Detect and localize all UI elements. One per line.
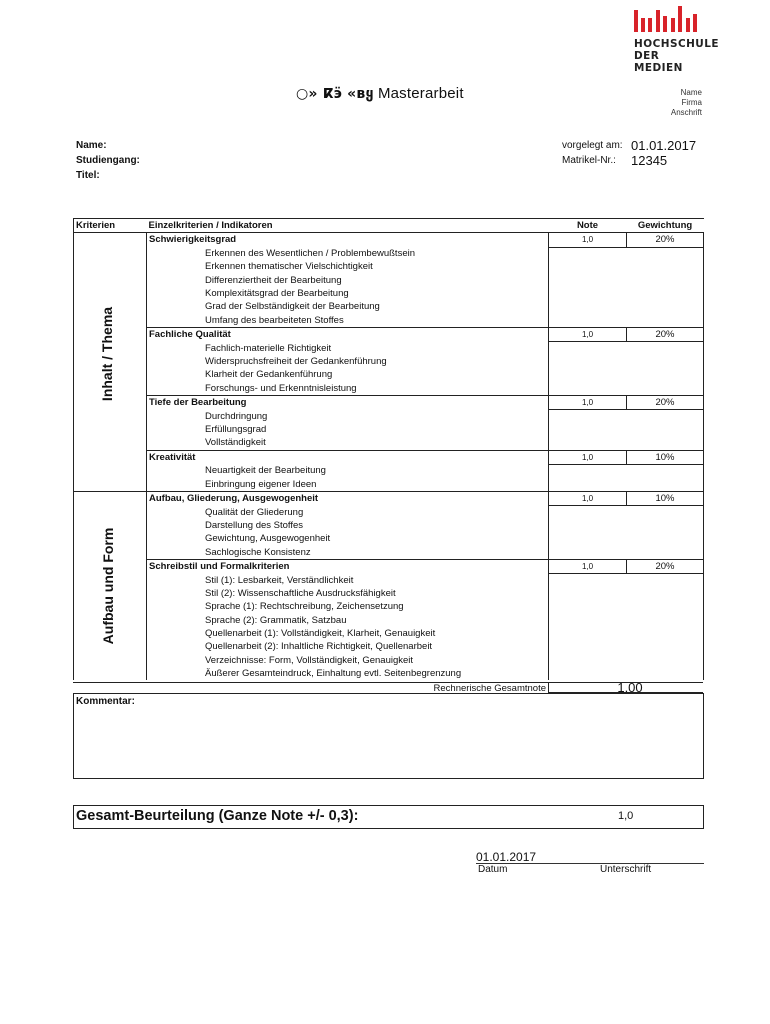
header-criteria: Kriterien	[74, 219, 147, 233]
overall-label: Gesamt-Beurteilung (Ganze Note +/- 0,3):	[76, 808, 359, 824]
logo-line2: DER MEDIEN	[634, 49, 683, 74]
grade-cell	[549, 587, 627, 600]
weight-cell	[627, 600, 704, 613]
address-line: Anschrift	[670, 108, 702, 117]
grade-cell	[549, 574, 627, 587]
title-label: Titel:	[76, 170, 100, 181]
signature-line	[476, 863, 704, 864]
weight-cell	[627, 546, 704, 560]
grade-cell	[549, 300, 627, 313]
comment-box[interactable]	[73, 693, 704, 779]
grade-cell	[549, 627, 627, 640]
grade-cell	[549, 314, 627, 328]
matriculation-number: 12345	[631, 153, 668, 168]
weight-cell	[627, 274, 704, 287]
criterion-name: Kreativität	[147, 450, 549, 464]
indicator-item: Erkennen des Wesentlichen / Problembewußtsein	[147, 247, 549, 260]
indicator-row	[74, 574, 704, 587]
grade-cell	[549, 287, 627, 300]
indicator-item: Quellenarbeit (1): Vollständigkeit, Klarheit, Genauigkeit	[147, 627, 549, 640]
criterion-grade[interactable]: 1,0	[549, 559, 627, 573]
grade-cell	[549, 423, 627, 436]
weight-cell	[627, 627, 704, 640]
indicator-row	[74, 287, 704, 300]
criteria-cell	[74, 436, 147, 450]
indicator-row	[74, 423, 704, 436]
criterion-weight: 20%	[627, 559, 704, 573]
indicator-item: Stil (2): Wissenschaftliche Ausdrucksfähigkeit	[147, 587, 549, 600]
criteria-cell	[74, 464, 147, 477]
weight-cell	[627, 368, 704, 381]
indicator-row	[74, 600, 704, 613]
weight-cell	[627, 519, 704, 532]
weight-cell	[627, 587, 704, 600]
criteria-cell	[74, 247, 147, 260]
heading-garbled-text: ○» ⴽӭ «ʙყ	[296, 86, 374, 102]
indicator-row	[74, 587, 704, 600]
weight-cell	[627, 436, 704, 450]
logo-line1: HOCHSCHULE	[634, 37, 720, 50]
grade-cell	[549, 382, 627, 396]
indicator-item: Differenziertheit der Bearbeitung	[147, 274, 549, 287]
criteria-cell	[74, 491, 147, 505]
weight-cell	[627, 342, 704, 355]
header-grade: Note	[549, 219, 627, 233]
indicator-item: Quellenarbeit (2): Inhaltliche Richtigkeit, Quellenarbeit	[147, 640, 549, 653]
address-block	[671, 88, 702, 118]
grade-cell	[549, 600, 627, 613]
indicator-item: Umfang des bearbeiteten Stoffes	[147, 314, 549, 328]
indicator-row	[74, 519, 704, 532]
indicator-item: Erfüllungsgrad	[147, 423, 549, 436]
grade-cell	[549, 614, 627, 627]
indicator-row	[74, 314, 704, 328]
criterion-grade[interactable]: 1,0	[549, 491, 627, 505]
comment-label: Kommentar:	[76, 696, 135, 707]
grade-cell	[549, 342, 627, 355]
indicator-item: Vollständigkeit	[147, 436, 549, 450]
weight-cell	[627, 410, 704, 423]
grade-cell	[549, 436, 627, 450]
indicator-row	[74, 627, 704, 640]
indicator-row	[74, 382, 704, 396]
group-label-form: Aufbau und Form	[100, 527, 116, 645]
criteria-cell	[74, 654, 147, 667]
weight-cell	[627, 640, 704, 653]
weight-cell	[627, 300, 704, 313]
grade-cell	[549, 667, 627, 680]
overall-value: 1,0	[618, 810, 634, 822]
indicator-row	[74, 506, 704, 519]
weight-cell	[627, 506, 704, 519]
total-label: Rechnerische Gesamtnote	[433, 683, 546, 694]
indicator-item: Widerspruchsfreiheit der Gedankenführung	[147, 355, 549, 368]
criterion-name: Fachliche Qualität	[147, 327, 549, 341]
criterion-grade[interactable]: 1,0	[549, 233, 627, 247]
grade-cell	[549, 506, 627, 519]
criteria-cell	[74, 260, 147, 273]
signature-date: 01.01.2017	[476, 850, 537, 864]
date-label: Datum	[478, 864, 508, 875]
criteria-cell	[74, 667, 147, 680]
weight-cell	[627, 667, 704, 680]
criterion-name: Tiefe der Bearbeitung	[147, 395, 549, 409]
signature-label: Unterschrift	[600, 864, 652, 875]
weight-cell	[627, 654, 704, 667]
indicator-item: Durchdringung	[147, 410, 549, 423]
indicator-row	[74, 532, 704, 545]
grade-cell	[549, 478, 627, 492]
criterion-row	[74, 491, 704, 505]
indicator-row	[74, 614, 704, 627]
indicator-item: Einbringung eigener Ideen	[147, 478, 549, 492]
grade-cell	[549, 464, 627, 477]
criteria-cell	[74, 410, 147, 423]
indicator-row	[74, 667, 704, 680]
criterion-weight: 10%	[627, 450, 704, 464]
group-label-content: Inhalt / Thema	[99, 306, 115, 402]
indicator-item: Äußerer Gesamteindruck, Einhaltung evtl. Seitenbegrenzung	[147, 667, 549, 680]
grade-cell	[549, 546, 627, 560]
name-label: Name:	[76, 140, 107, 151]
indicator-row	[74, 274, 704, 287]
submitted-label: vorgelegt am:	[562, 140, 623, 151]
indicator-item: Sachlogische Konsistenz	[147, 546, 549, 560]
criterion-row	[74, 395, 704, 409]
grade-cell	[549, 274, 627, 287]
grade-cell	[549, 247, 627, 260]
grade-cell	[549, 654, 627, 667]
criterion-row	[74, 233, 704, 247]
weight-cell	[627, 532, 704, 545]
indicator-item: Erkennen thematischer Vielschichtigkeit	[147, 260, 549, 273]
grade-cell	[549, 368, 627, 381]
indicator-row	[74, 654, 704, 667]
indicator-row	[74, 247, 704, 260]
grading-table	[73, 218, 704, 680]
indicator-row	[74, 436, 704, 450]
indicator-item: Grad der Selbständigkeit der Bearbeitung	[147, 300, 549, 313]
matriculation-label: Matrikel-Nr.:	[562, 155, 616, 166]
criterion-name: Schwierigkeitsgrad	[147, 233, 549, 247]
weight-cell	[627, 478, 704, 492]
indicator-item: Gewichtung, Ausgewogenheit	[147, 532, 549, 545]
grade-cell	[549, 640, 627, 653]
grade-cell	[549, 410, 627, 423]
criterion-row	[74, 327, 704, 341]
criterion-name: Schreibstil und Formalkriterien	[147, 559, 549, 573]
total-value: 1,00	[617, 680, 643, 695]
criterion-row	[74, 559, 704, 573]
criterion-grade[interactable]: 1,0	[549, 327, 627, 341]
indicator-row	[74, 260, 704, 273]
grade-cell	[549, 355, 627, 368]
criterion-weight: 10%	[627, 491, 704, 505]
criteria-cell	[74, 274, 147, 287]
address-line: Firma	[681, 98, 702, 107]
indicator-item: Fachlich-materielle Richtigkeit	[147, 342, 549, 355]
indicator-item: Sprache (1): Rechtschreibung, Zeichensetzung	[147, 600, 549, 613]
indicator-item: Klarheit der Gedankenführung	[147, 368, 549, 381]
indicator-item: Forschungs- und Erkenntnisleistung	[147, 382, 549, 396]
indicator-row	[74, 410, 704, 423]
weight-cell	[627, 355, 704, 368]
indicator-item: Qualität der Gliederung	[147, 506, 549, 519]
weight-cell	[627, 382, 704, 396]
criteria-cell	[74, 233, 147, 247]
criteria-cell	[74, 423, 147, 436]
overall-grade-box	[73, 805, 704, 829]
criterion-row	[74, 450, 704, 464]
grade-cell	[549, 532, 627, 545]
total-divider	[548, 682, 549, 692]
criteria-cell	[74, 450, 147, 464]
indicator-row	[74, 640, 704, 653]
indicator-item: Stil (1): Lesbarkeit, Verständlichkeit	[147, 574, 549, 587]
heading-title: Masterarbeit	[377, 85, 464, 102]
indicator-row	[74, 546, 704, 560]
criterion-grade[interactable]: 1,0	[549, 450, 627, 464]
criterion-weight: 20%	[627, 233, 704, 247]
criterion-grade[interactable]: 1,0	[549, 395, 627, 409]
grade-cell	[549, 260, 627, 273]
indicator-row	[74, 355, 704, 368]
weight-cell	[627, 423, 704, 436]
grade-cell	[549, 519, 627, 532]
indicator-item: Verzeichnisse: Form, Vollständigkeit, Genauigkeit	[147, 654, 549, 667]
criterion-weight: 20%	[627, 395, 704, 409]
indicator-row	[74, 464, 704, 477]
header-weight: Gewichtung	[627, 219, 704, 233]
indicator-row	[74, 478, 704, 492]
university-logo	[634, 6, 720, 74]
indicator-item: Komplexitätsgrad der Bearbeitung	[147, 287, 549, 300]
criteria-cell	[74, 478, 147, 492]
address-line: Name	[680, 88, 702, 97]
weight-cell	[627, 287, 704, 300]
weight-cell	[627, 574, 704, 587]
indicator-item: Darstellung des Stoffes	[147, 519, 549, 532]
indicator-row	[74, 300, 704, 313]
criteria-cell	[74, 506, 147, 519]
program-label: Studiengang:	[76, 155, 140, 166]
table-header-row	[74, 219, 704, 233]
criterion-weight: 20%	[627, 327, 704, 341]
weight-cell	[627, 314, 704, 328]
weight-cell	[627, 260, 704, 273]
document-heading	[296, 85, 464, 102]
criterion-name: Aufbau, Gliederung, Ausgewogenheit	[147, 491, 549, 505]
weight-cell	[627, 247, 704, 260]
indicator-item: Sprache (2): Grammatik, Satzbau	[147, 614, 549, 627]
indicator-row	[74, 342, 704, 355]
indicator-row	[74, 368, 704, 381]
weight-cell	[627, 614, 704, 627]
indicator-item: Neuartigkeit der Bearbeitung	[147, 464, 549, 477]
weight-cell	[627, 464, 704, 477]
hdm-logo-icon	[634, 6, 698, 32]
submitted-date: 01.01.2017	[631, 138, 697, 153]
header-indicators: Einzelkriterien / Indikatoren	[147, 219, 549, 233]
